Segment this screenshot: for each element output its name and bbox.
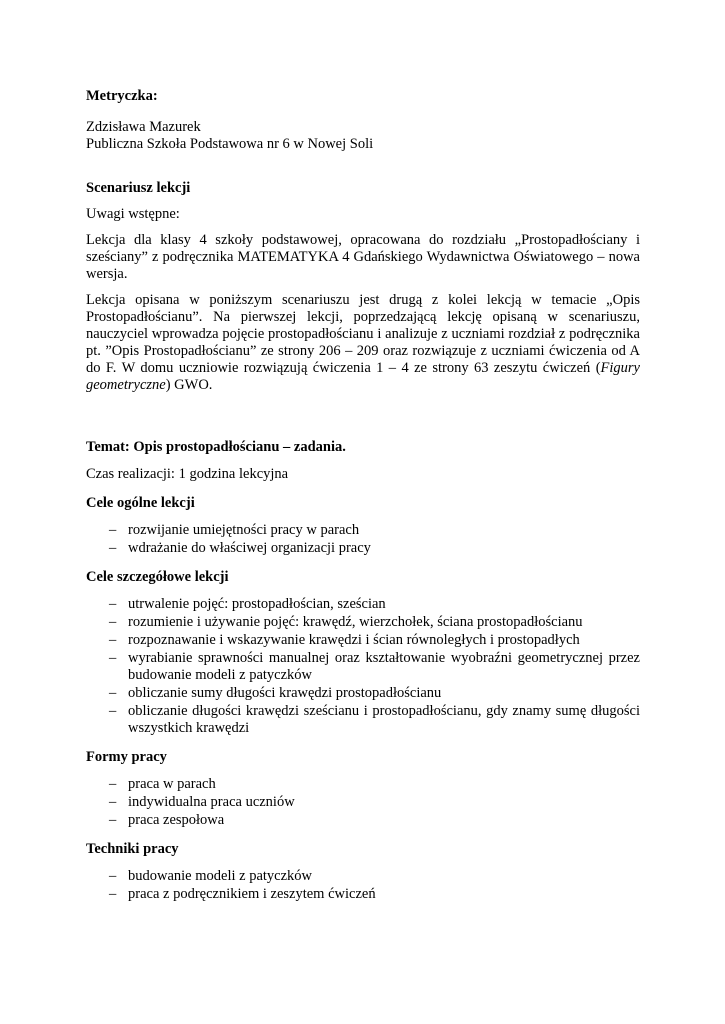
dash-bullet: –	[109, 614, 117, 630]
dash-bullet: –	[109, 522, 117, 538]
uwagi-label: Uwagi wstępne:	[86, 206, 180, 222]
dash-bullet: –	[109, 868, 117, 884]
dash-bullet: –	[109, 703, 117, 719]
document-content	[86, 88, 640, 904]
school-name: Publiczna Szkoła Podstawowa nr 6 w Nowej Soli	[86, 136, 374, 152]
intro-paragraph-2	[86, 292, 640, 394]
dash-bullet: –	[109, 886, 117, 902]
metryczka-heading: Metryczka:	[86, 88, 158, 104]
dash-bullet: –	[109, 776, 117, 792]
author-name: Zdzisława Mazurek	[86, 119, 201, 135]
list-item-text: praca z podręcznikiem i zeszytem ćwiczeń	[128, 886, 376, 902]
para2-italic-title: Figury geometryczne	[86, 360, 640, 393]
para2-text-before: Lekcja opisana w poniższym scenariuszu jest drugą z kolei lekcją w temacie „Opis Prostopadłościanu”. Na pierwszej lekcji, poprzedzającą lekcję opisaną w scenariuszu, nauczyciel wprowadza pojęcie prostopadłościanu i analizuje z uczniami rozdział z podręcznika pt. ”Opis Prostopadłościanu” ze strony 206 – 209 oraz rozwiązuje z uczniami ćwiczenia od A do F. W domu uczniowie rozwiązują ćwiczenia 1 – 4 ze strony 63 zeszytu ćwiczeń (	[86, 292, 640, 376]
cele-ogolne-heading: Cele ogólne lekcji	[86, 495, 195, 511]
list-item-text: budowanie modeli z patyczków	[128, 868, 313, 884]
intro-paragraph-1: Lekcja dla klasy 4 szkoły podstawowej, opracowana do rozdziału „Prostopadłościany i sześciany” z podręcznika MATEMATYKA 4 Gdańskiego Wydawnictwa Oświatowego – nowa wersja.	[86, 232, 640, 282]
list-item	[86, 540, 640, 557]
dash-bullet: –	[109, 650, 117, 666]
list-item	[86, 632, 640, 649]
list-item	[86, 794, 640, 811]
list-item	[86, 650, 640, 684]
techniki-heading: Techniki pracy	[86, 841, 179, 857]
formy-list	[86, 776, 640, 829]
list-item-text: utrwalenie pojęć: prostopadłościan, sześcian	[128, 596, 386, 612]
list-item-text: rozpoznawanie i wskazywanie krawędzi i ścian równoległych i prostopadłych	[128, 632, 580, 648]
list-item-text: rozumienie i używanie pojęć: krawędź, wierzchołek, ściana prostopadłościanu	[128, 614, 583, 630]
list-item-text: obliczanie sumy długości krawędzi prostopadłościanu	[128, 685, 442, 701]
list-item-text: rozwijanie umiejętności pracy w parach	[128, 522, 360, 538]
list-item	[86, 812, 640, 829]
dash-bullet: –	[109, 812, 117, 828]
list-item-text: praca w parach	[128, 776, 216, 792]
cele-ogolne-list	[86, 522, 640, 557]
duration-text: Czas realizacji: 1 godzina lekcyjna	[86, 466, 289, 482]
formy-heading: Formy pracy	[86, 749, 167, 765]
list-item-text: indywidualna praca uczniów	[128, 794, 295, 810]
list-item	[86, 522, 640, 539]
techniki-list	[86, 868, 640, 903]
list-item	[86, 596, 640, 613]
dash-bullet: –	[109, 794, 117, 810]
para2-text-after: ) GWO.	[165, 377, 213, 393]
list-item	[86, 886, 640, 903]
cele-szczegolowe-heading: Cele szczegółowe lekcji	[86, 569, 229, 585]
lesson-topic: Temat: Opis prostopadłościanu – zadania.	[86, 439, 346, 455]
dash-bullet: –	[109, 685, 117, 701]
list-item-text: wyrabianie sprawności manualnej oraz kształtowanie wyobraźni geometrycznej przez budowanie modeli z patyczków	[128, 650, 640, 683]
list-item-text: wdrażanie do właściwej organizacji pracy	[128, 540, 371, 556]
list-item-text: obliczanie długości krawędzi sześcianu i prostopadłościanu, gdy znamy sumę długości wszystkich krawędzi	[128, 703, 640, 736]
list-item	[86, 868, 640, 885]
list-item-text: praca zespołowa	[128, 812, 225, 828]
scenariusz-heading: Scenariusz lekcji	[86, 180, 191, 196]
list-item	[86, 685, 640, 702]
dash-bullet: –	[109, 596, 117, 612]
list-item	[86, 703, 640, 737]
cele-szczegolowe-list	[86, 596, 640, 737]
dash-bullet: –	[109, 632, 117, 648]
list-item	[86, 614, 640, 631]
dash-bullet: –	[109, 540, 117, 556]
list-item	[86, 776, 640, 793]
